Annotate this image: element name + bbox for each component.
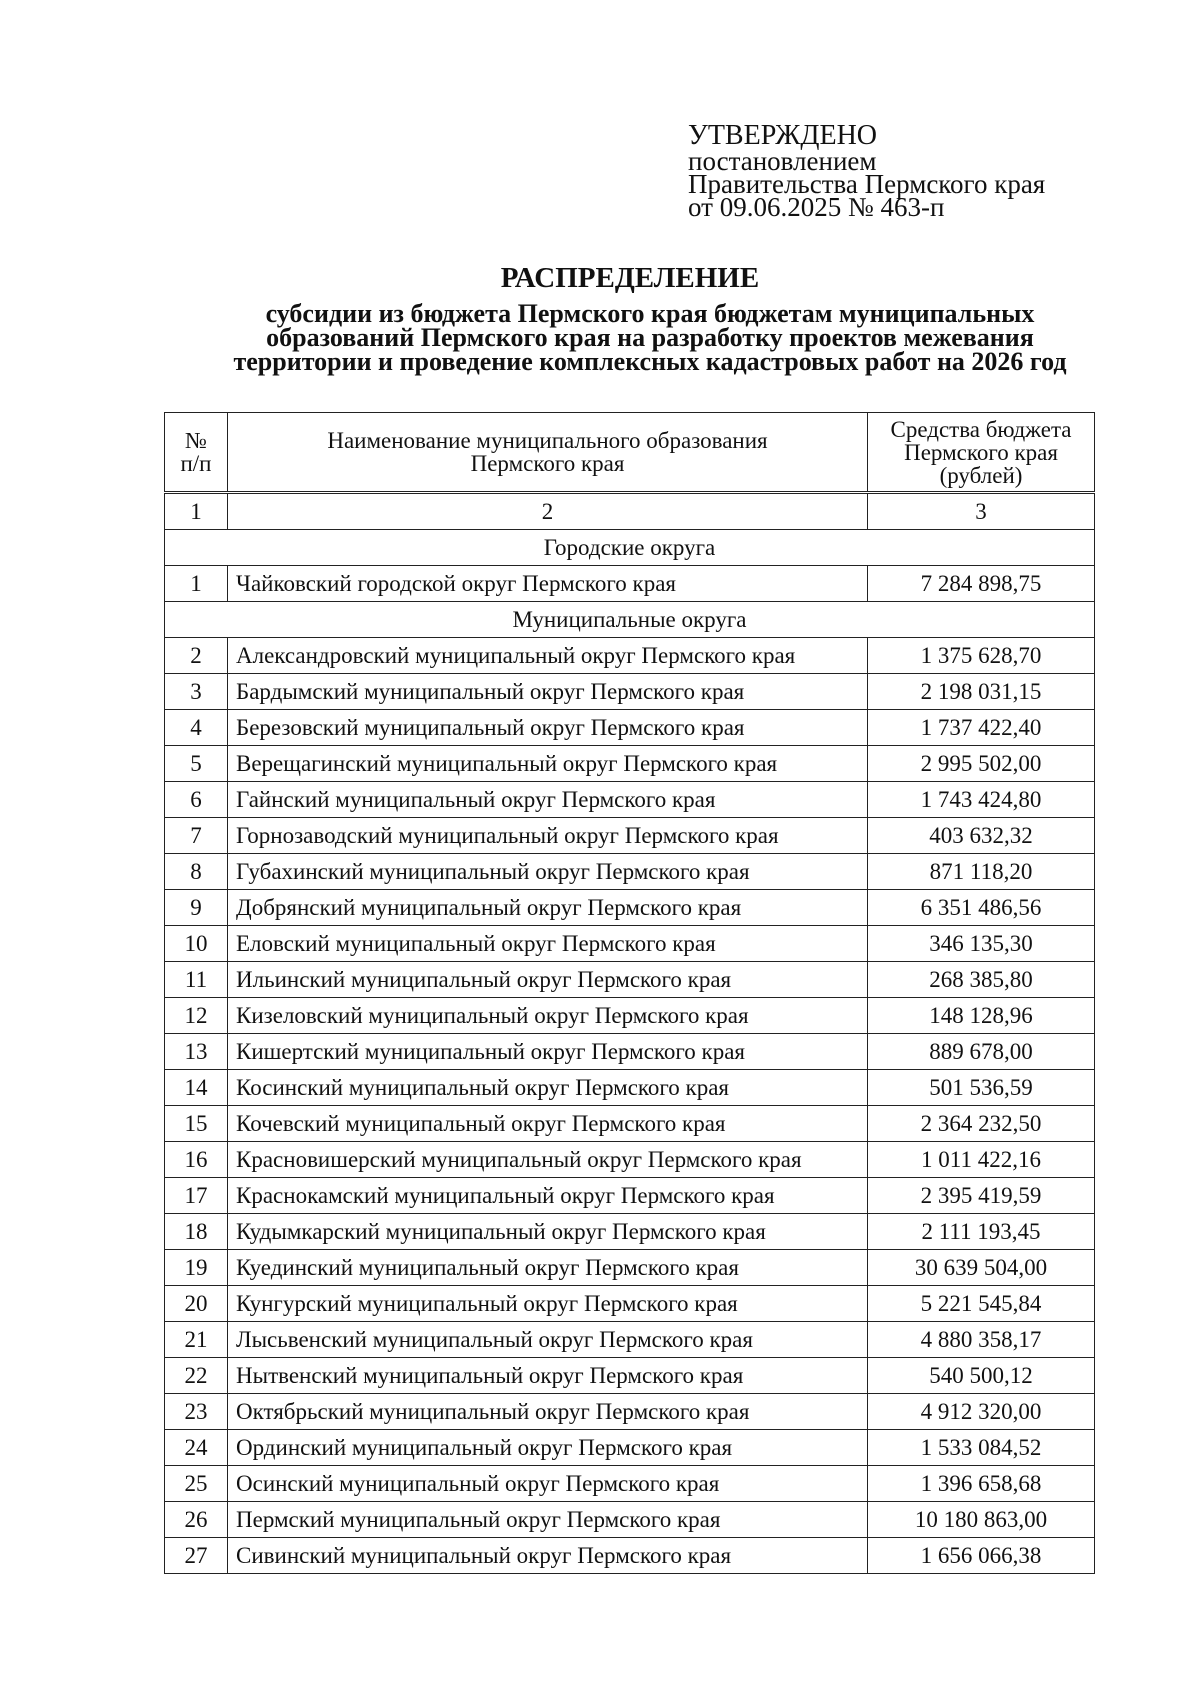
row-amount: 2 395 419,59 [868,1178,1095,1214]
row-name: Александровский муниципальный округ Пермского края [228,638,868,674]
row-name: Кунгурский муниципальный округ Пермского края [228,1286,868,1322]
row-amount: 268 385,80 [868,962,1095,998]
row-number: 7 [165,818,228,854]
header-number [165,413,228,493]
row-number: 17 [165,1178,228,1214]
row-number: 6 [165,782,228,818]
table-row [165,1502,1095,1538]
row-name: Сивинский муниципальный округ Пермского края [228,1538,868,1574]
table-row [165,782,1095,818]
table-header-row [165,413,1095,493]
table-row [165,1466,1095,1502]
header-amount-line-3: (рублей) [939,462,1023,488]
row-amount: 6 351 486,56 [868,890,1095,926]
row-name: Верещагинский муниципальный округ Пермского края [228,746,868,782]
table-row [165,1142,1095,1178]
table-row [165,1250,1095,1286]
row-amount: 2 364 232,50 [868,1106,1095,1142]
row-amount: 501 536,59 [868,1070,1095,1106]
row-name: Бардымский муниципальный округ Пермского края [228,674,868,710]
row-amount: 4 880 358,17 [868,1322,1095,1358]
column-number: 2 [228,493,868,530]
row-amount: 871 118,20 [868,854,1095,890]
row-name: Лысьвенский муниципальный округ Пермского края [228,1322,868,1358]
header-name-line-1: Наименование муниципального образования [327,428,768,453]
row-number: 13 [165,1034,228,1070]
row-name: Березовский муниципальный округ Пермского края [228,710,868,746]
header-number-line-1: № [185,428,207,453]
row-name: Краснокамский муниципальный округ Пермского края [228,1178,868,1214]
row-number: 25 [165,1466,228,1502]
subtitle-line-3: территории и проведение комплексных кадастровых работ на 2026 год [233,347,1067,376]
row-amount: 2 111 193,45 [868,1214,1095,1250]
header-amount-line-2: Пермского края [904,439,1058,465]
row-name: Чайковский городской округ Пермского края [228,566,868,602]
approval-by-resolution: постановлением [688,146,877,176]
row-amount: 10 180 863,00 [868,1502,1095,1538]
row-name: Пермский муниципальный округ Пермского края [228,1502,868,1538]
row-name: Еловский муниципальный округ Пермского края [228,926,868,962]
table-row [165,1106,1095,1142]
table-row [165,998,1095,1034]
document-title: РАСПРЕДЕЛЕНИЕ [500,262,760,294]
row-number: 26 [165,1502,228,1538]
row-name: Ильинский муниципальный округ Пермского края [228,962,868,998]
row-number: 21 [165,1322,228,1358]
subtitle-line-2: образований Пермского края на разработку проектов межевания [266,323,1034,352]
row-name: Октябрьский муниципальный округ Пермского края [228,1394,868,1430]
column-number-row [165,493,1095,530]
row-amount: 30 639 504,00 [868,1250,1095,1286]
row-name: Осинский муниципальный округ Пермского края [228,1466,868,1502]
row-name: Добрянский муниципальный округ Пермского края [228,890,868,926]
row-amount: 1 737 422,40 [868,710,1095,746]
section-municipal-districts: Муниципальные округа [165,602,1095,638]
table-row [165,710,1095,746]
row-number: 24 [165,1430,228,1466]
section-row-city [165,530,1095,566]
row-amount: 5 221 545,84 [868,1286,1095,1322]
section-city-districts: Городские округа [165,530,1095,566]
row-number: 15 [165,1106,228,1142]
row-name: Кишертский муниципальный округ Пермского края [228,1034,868,1070]
row-number: 2 [165,638,228,674]
row-number: 19 [165,1250,228,1286]
table-row [165,638,1095,674]
row-number: 11 [165,962,228,998]
row-number: 8 [165,854,228,890]
row-number: 23 [165,1394,228,1430]
table-row [165,890,1095,926]
approval-government: Правительства Пермского края [688,169,1046,199]
row-number: 27 [165,1538,228,1574]
row-amount: 346 135,30 [868,926,1095,962]
column-number: 1 [165,493,228,530]
header-name [228,413,868,493]
row-number: 14 [165,1070,228,1106]
row-amount: 2 198 031,15 [868,674,1095,710]
row-amount: 1 396 658,68 [868,1466,1095,1502]
row-number: 10 [165,926,228,962]
row-amount: 2 995 502,00 [868,746,1095,782]
row-number: 16 [165,1142,228,1178]
table-row [165,854,1095,890]
header-amount-line-1: Средства бюджета [890,416,1072,442]
row-number: 4 [165,710,228,746]
row-number: 5 [165,746,228,782]
row-number: 9 [165,890,228,926]
row-number: 12 [165,998,228,1034]
row-amount: 148 128,96 [868,998,1095,1034]
row-amount: 7 284 898,75 [868,566,1095,602]
row-number: 18 [165,1214,228,1250]
row-number: 3 [165,674,228,710]
row-amount: 540 500,12 [868,1358,1095,1394]
table-row [165,1034,1095,1070]
document-subtitle [150,299,1150,376]
row-amount: 889 678,00 [868,1034,1095,1070]
table-row [165,926,1095,962]
table-row [165,674,1095,710]
header-amount [868,413,1095,493]
distribution-table [164,412,1095,1574]
table-row [165,1394,1095,1430]
row-name: Красновишерский муниципальный округ Пермского края [228,1142,868,1178]
row-amount: 403 632,32 [868,818,1095,854]
row-name: Горнозаводский муниципальный округ Пермского края [228,818,868,854]
row-number: 20 [165,1286,228,1322]
table-row [165,1322,1095,1358]
table-row [165,1070,1095,1106]
approval-stamp [688,120,1046,222]
column-number: 3 [868,493,1095,530]
row-name: Гайнский муниципальный округ Пермского края [228,782,868,818]
row-name: Кизеловский муниципальный округ Пермского края [228,998,868,1034]
row-name: Кочевский муниципальный округ Пермского края [228,1106,868,1142]
header-name-line-2: Пермского края [470,451,625,476]
subtitle-line-1: субсидии из бюджета Пермского края бюджетам муниципальных [265,299,1035,328]
table-row [165,818,1095,854]
row-name: Косинский муниципальный округ Пермского края [228,1070,868,1106]
table-row [165,566,1095,602]
table-row [165,746,1095,782]
table-row [165,1178,1095,1214]
row-amount: 1 533 084,52 [868,1430,1095,1466]
row-name: Нытвенский муниципальный округ Пермского края [228,1358,868,1394]
row-name: Ординский муниципальный округ Пермского края [228,1430,868,1466]
row-amount: 1 743 424,80 [868,782,1095,818]
approval-approved: УТВЕРЖДЕНО [688,120,878,151]
table-row [165,1430,1095,1466]
table-row [165,1538,1095,1574]
section-row-municipal [165,602,1095,638]
row-number: 22 [165,1358,228,1394]
header-number-line-2: п/п [180,451,212,476]
approval-date-number: от 09.06.2025 № 463-п [688,192,945,222]
row-amount: 1 375 628,70 [868,638,1095,674]
row-name: Кудымкарский муниципальный округ Пермского края [228,1214,868,1250]
row-name: Куединский муниципальный округ Пермского края [228,1250,868,1286]
row-amount: 1 011 422,16 [868,1142,1095,1178]
row-amount: 1 656 066,38 [868,1538,1095,1574]
table-row [165,1286,1095,1322]
row-number: 1 [165,566,228,602]
row-amount: 4 912 320,00 [868,1394,1095,1430]
table-row [165,962,1095,998]
row-name: Губахинский муниципальный округ Пермского края [228,854,868,890]
table-row [165,1214,1095,1250]
table-row [165,1358,1095,1394]
